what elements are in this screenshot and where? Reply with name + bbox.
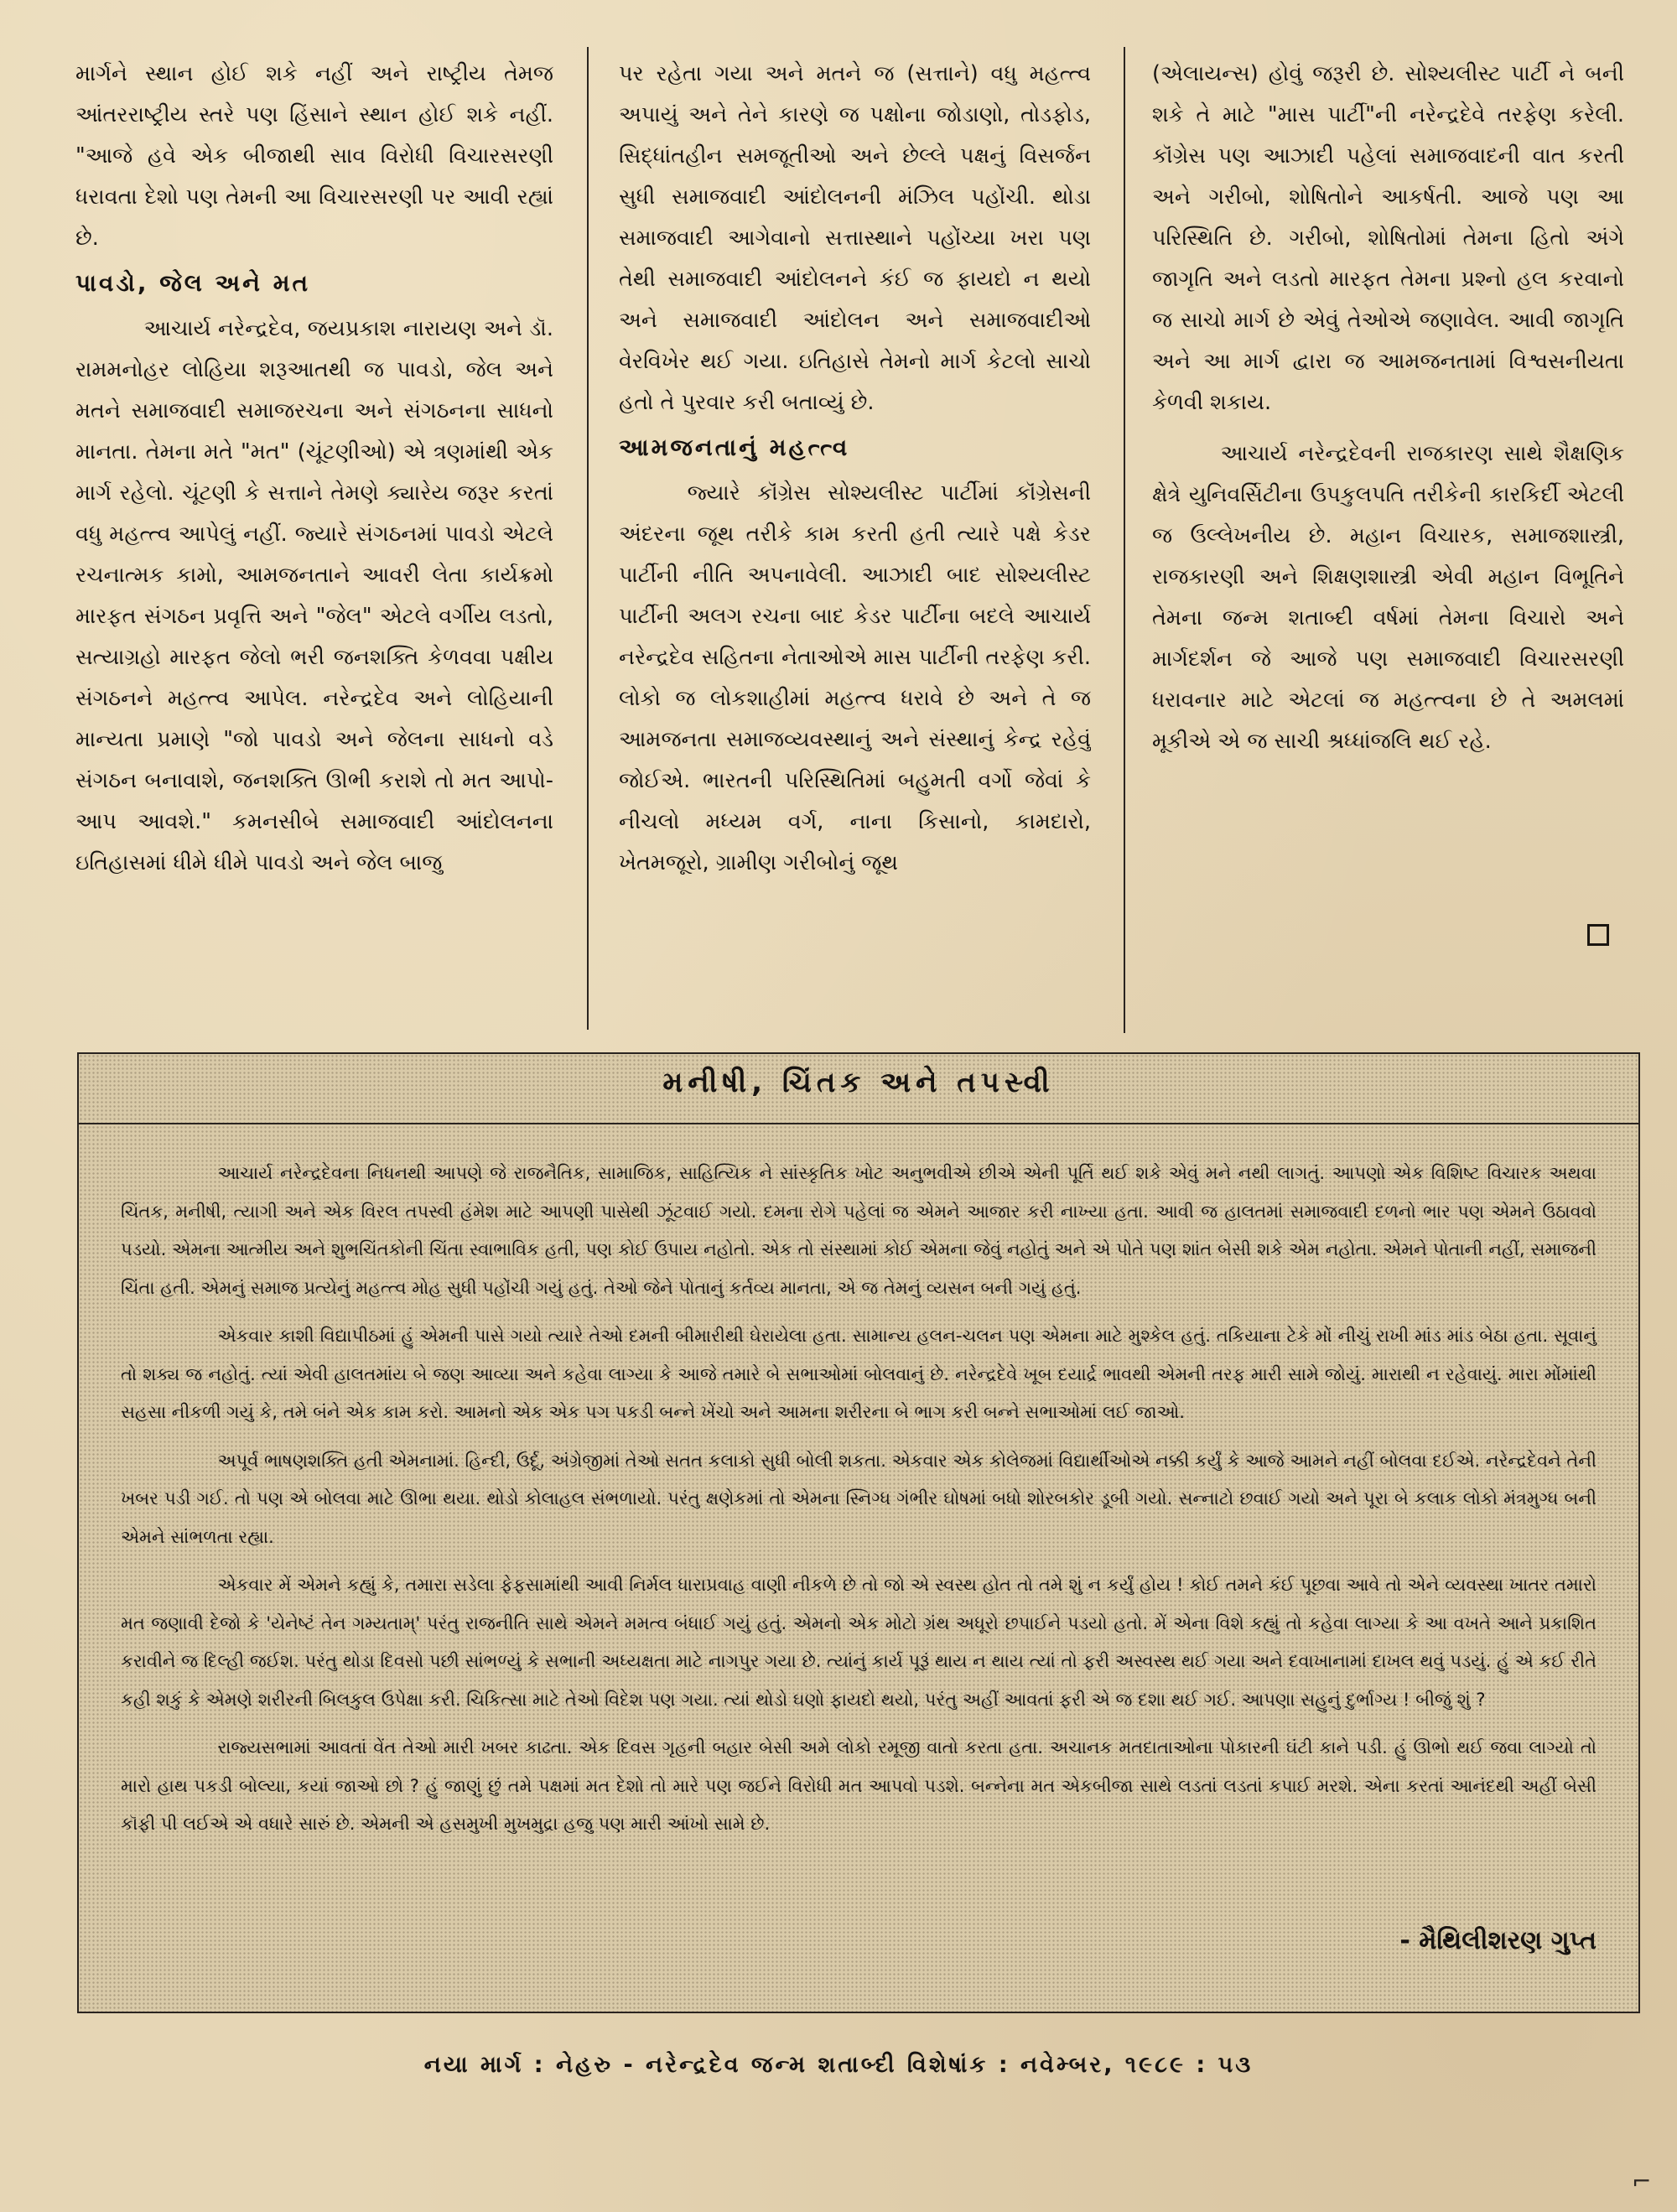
tribute-box-body xyxy=(121,1155,1597,1854)
column-3-paragraph-2: આચાર્ય નરેન્દ્રદેવની રાજકારણ સાથે શૈક્ષણિક ક્ષેત્રે યુનિવર્સિટીના ઉપકુલપતિ તરીકેની કારકિર્દી એટલી જ ઉલ્લેખનીય છે. મહાન વિચારક, સમાજશાસ્ત્રી, રાજકારણી અને શિક્ષણશાસ્ત્રી એવી મહાન વિભૂતિને તેમના જન્મ શતાબ્દી વર્ષમાં તેમના વિચારો અને માર્ગદર્શન જે આજે પણ સમાજવાદી વિચારસરણી ધરાવનાર માટે એટલાં જ મહત્ત્વના છે તે અમલમાં મૂકીએ એ જ સાચી શ્રધ્ધાંજલિ થઈ રહે. xyxy=(1152,441,1624,754)
column-2-paragraph-2: જ્યારે કૉંગ્રેસ સોશ્યલીસ્ટ પાર્ટીમાં કૉંગ્રેસની અંદરના જૂથ તરીકે કામ કરતી હતી ત્યારે પક્ષે કેડર પાર્ટીની નીતિ અપનાવેલી. આઝાદી બાદ સોશ્યલીસ્ટ પાર્ટીની અલગ રચના બાદ કેડર પાર્ટીના બદલે આચાર્ય નરેન્દ્રદેવ સહિતના નેતાઓએ માસ પાર્ટીની તરફેણ કરી. લોકો જ લોકશાહીમાં મહત્ત્વ ધરાવે છે અને તે જ આમજનતા સમાજવ્યવસ્થાનું અને સંસ્થાનું કેન્દ્ર રહેવું જોઈએ. ભારતની પરિસ્થિતિમાં બહુમતી વર્ગો જેવાં કે નીચલો મધ્યમ વર્ગ, નાના કિસાનો, કામદારો, ખેતમજૂરો, ગ્રામીણ ગરીબોનું જૂથ xyxy=(619,480,1091,875)
column-divider-1 xyxy=(587,47,589,1030)
tribute-author-signature: - મૈથિલીશરણ ગુપ્ત xyxy=(1399,1926,1597,1955)
column-divider-2 xyxy=(1124,47,1125,1033)
section-heading-importance-of-masses: આમજનતાનું મહત્ત્વ xyxy=(619,434,850,461)
section-heading-shovel-jail-vote: પાવડો, જેલ અને મત xyxy=(75,269,311,297)
page-corner-mark: ⌐ xyxy=(1632,2168,1652,2195)
column-1-paragraph-2: આચાર્ય નરેન્દ્રદેવ, જયપ્રકાશ નારાયણ અને ડૉ. રામમનોહર લોહિયા શરૂઆતથી જ પાવડો, જેલ અને મતને સમાજવાદી સમાજરચના અને સંગઠનના સાધનો માનતા. તેમના મતે "મત" (ચૂંટણીઓ) એ ત્રણમાંથી એક માર્ગ રહેલો. ચૂંટણી કે સત્તાને તેમણે ક્યારેય જરૂર કરતાં વધુ મહત્ત્વ આપેલું નહીં. જ્યારે સંગઠનમાં પાવડો એટલે રચનાત્મક કામો, આમજનતાને આવરી લેતા કાર્યક્રમો મારફત સંગઠન પ્રવૃત્તિ અને "જેલ" એટલે વર્ગીય લડતો, સત્યાગ્રહો મારફત જેલો ભરી જનશક્તિ કેળવવા પક્ષીય સંગઠનને મહત્ત્વ આપેલ. નરેન્દ્રદેવ અને લોહિયાની માન્યતા પ્રમાણે "જો પાવડો અને જેલના સાધનો વડે સંગઠન બનાવાશે, જનશક્તિ ઊભી કરાશે તો મત આપો-આપ આવશે." કમનસીબે સમાજવાદી આંદોલનના ઇતિહાસમાં ધીમે ધીમે પાવડો અને જેલ બાજુ xyxy=(75,316,553,875)
column-1-paragraph-1: માર્ગને સ્થાન હોઈ શકે નહીં અને રાષ્ટ્રીય તેમજ આંતરરાષ્ટ્રીય સ્તરે પણ હિંસાને સ્થાન હોઈ શકે નહીં. "આજે હવે એક બીજાથી સાવ વિરોધી વિચારસરણી ધરાવતા દેશો પણ તેમની આ વિચારસરણી પર આવી રહ્યાં છે. xyxy=(75,61,553,251)
tribute-paragraph-3: અપૂર્વ ભાષણશક્તિ હતી એમનામાં. હિન્દી, ઉર્દૂ, અંગ્રેજીમાં તેઓ સતત કલાકો સુધી બોલી શકતા. એકવાર એક કોલેજમાં વિદ્યાર્થીઓએ નક્કી કર્યું કે આજે આમને નહીં બોલવા દઈએ. નરેન્દ્રદેવને તેની ખબર પડી ગઈ. તો પણ એ બોલવા માટે ઊભા થયા. થોડો કોલાહલ સંભળાયો. પરંતુ ક્ષણેકમાં તો એમના સ્નિગ્ધ ગંભીર ઘોષમાં બધો શોરબકોર ડૂબી ગયો. સન્નાટો છવાઈ ગયો અને પૂરા બે કલાક લોકો મંત્રમુગ્ધ બની એમને સાંભળતા રહ્યા. xyxy=(121,1450,1597,1547)
tribute-paragraph-4: એકવાર મેં એમને કહ્યું કે, તમારા સડેલા ફેફસામાંથી આવી નિર્મલ ધારાપ્રવાહ વાણી નીકળે છે તો જો એ સ્વસ્થ હોત તો તમે શું ન કર્યું હોય ! કોઈ તમને કંઈ પૂછવા આવે તો એને વ્યવસ્થા ખાતર તમારો મત જણાવી દેજો કે 'યેનેષ્ટં તેન ગમ્યતામ્' પરંતુ રાજનીતિ સાથે એમને મમત્વ બંધાઈ ગયું હતું. એમનો એક મોટો ગ્રંથ અધૂરો છપાઈને પડયો હતો. મેં એના વિશે કહ્યું તો કહેવા લાગ્યા કે આ વખતે આને પ્રકાશિત કરાવીને જ દિલ્હી જઈશ. પરંતુ થોડા દિવસો પછી સાંભળ્યું કે સભાની અધ્યક્ષતા માટે નાગપુર ગયા છે. ત્યાંનું કાર્ય પૂરૂં થાય ન થાય ત્યાં તો ફરી અસ્વસ્થ થઈ ગયા અને દવાખાનામાં દાખલ થવું પડયું. હું એ કઈ રીતે કહી શકું કે એમણે શરીરની બિલકુલ ઉપેક્ષા કરી. ચિકિત્સા માટે તેઓ વિદેશ પણ ગયા. ત્યાં થોડો ઘણો ફાયદો થયો, પરંતુ અહીં આવતાં ફરી એ જ દશા થઈ ગઈ. આપણા સહુનું દુર્ભાગ્ય ! બીજું શું ? xyxy=(121,1575,1597,1710)
page-footer: નયા માર્ગ : નેહરુ - નરેન્દ્રદેવ જન્મ શતાબ્દી વિશેષાંક : નવેમ્બર, ૧૯૮૯ : ૫૩ xyxy=(423,2052,1254,2078)
tribute-paragraph-1: આચાર્ય નરેન્દ્રદેવના નિધનથી આપણે જે રાજનૈતિક, સામાજિક, સાહિત્યિક ને સાંસ્કૃતિક ખોટ અનુભવીએ છીએ એની પૂર્તિ થઈ શકે એવું મને નથી લાગતું. આપણો એક વિશિષ્ટ વિચારક અથવા ચિંતક, મનીષી, ત્યાગી અને એક વિરલ તપસ્વી હંમેશ માટે આપણી પાસેથી ઝૂંટવાઈ ગયો. દમના રોગે પહેલાં જ એમને આજાર કરી નાખ્યા હતા. આવી જ હાલતમાં સમાજવાદી દળનો ભાર પણ એમને ઉઠાવવો પડયો. એમના આત્મીય અને શુભચિંતકોની ચિંતા સ્વાભાવિક હતી, પણ કોઈ ઉપાય નહોતો. એક તો સંસ્થામાં કોઈ એમના જેવું નહોતું અને એ પોતે પણ શાંત બેસી શકે એમ નહોતા. એમને પોતાની નહીં, સમાજની ચિંતા હતી. એમનું સમાજ પ્રત્યેનું મહત્ત્વ મોહ સુધી પહોંચી ગયું હતું. તેઓ જેને પોતાનું કર્તવ્ય માનતા, એ જ તેમનું વ્યસન બની ગયું હતું. xyxy=(121,1163,1597,1298)
tribute-box xyxy=(77,1052,1640,2013)
column-2-paragraph-1: પર રહેતા ગયા અને મતને જ (સત્તાને) વધુ મહત્ત્વ અપાયું અને તેને કારણે જ પક્ષોના જોડાણો, તોડફોડ, સિદ્ધાંતહીન સમજૂતીઓ અને છેલ્લે પક્ષનું વિસર્જન સુધી સમાજવાદી આંદોલનની મંઝિલ પહોંચી. થોડા સમાજવાદી આગેવાનો સત્તાસ્થાને પહોંચ્યા ખરા પણ તેથી સમાજવાદી આંદોલનને કંઈ જ ફાયદો ન થયો અને સમાજવાદી આંદોલન અને સમાજવાદીઓ વેરવિખેર થઈ ગયા. ઇતિહાસે તેમનો માર્ગ કેટલો સાચો હતો તે પુરવાર કરી બતાવ્યું છે. xyxy=(619,61,1091,415)
tribute-box-title: મનીષી, ચિંતક અને તપસ્વી xyxy=(662,1066,1055,1099)
text-column-1 xyxy=(75,54,553,1026)
tribute-paragraph-2: એકવાર કાશી વિદ્યાપીઠમાં હું એમની પાસે ગયો ત્યારે તેઓ દમની બીમારીથી ઘેરાયેલા હતા. સામાન્ય હલન-ચલન પણ એમના માટે મુશ્કેલ હતું. તકિયાના ટેકે મોં નીચું રાખી માંડ માંડ બેઠા હતા. સૂવાનું તો શક્ય જ નહોતું. ત્યાં એવી હાલતમાંય બે જણ આવ્યા અને કહેવા લાગ્યા કે આજે તમારે બે સભાઓમાં બોલવાનું છે. નરેન્દ્રદેવે ખૂબ દયાર્દ્ર ભાવથી એમની તરફ મારી સામે જોયું. મારાથી ન રહેવાયું. મારા મોંમાંથી સહસા નીકળી ગયું કે, તમે બંને એક કામ કરો. આમનો એક એક પગ પકડી બન્ને ખેંચો અને આમના શરીરના બે ભાગ કરી બન્ને સભાઓમાં લઈ જાઓ. xyxy=(121,1326,1597,1422)
column-3-paragraph-1: (એલાયન્સ) હોવું જરૂરી છે. સોશ્યલીસ્ટ પાર્ટી ને બની શકે તે માટે "માસ પાર્ટી"ની નરેન્દ્રદેવે તરફેણ કરેલી. કૉંગ્રેસ પણ આઝાદી પહેલાં સમાજવાદની વાત કરતી અને ગરીબો, શોષિતોને આકર્ષતી. આજે પણ આ પરિસ્થિતિ છે. ગરીબો, શોષિતોમાં તેમના હિતો અંગે જાગૃતિ અને લડતો મારફત તેમના પ્રશ્નો હલ કરવાનો જ સાચો માર્ગ છે એવું તેઓએ જણાવેલ. આવી જાગૃતિ અને આ માર્ગ દ્વારા જ આમજનતામાં વિશ્વસનીયતા કેળવી શકાય. xyxy=(1152,61,1624,415)
tribute-box-title-divider xyxy=(79,1123,1638,1124)
text-column-3 xyxy=(1152,54,1624,1026)
square-end-mark-icon xyxy=(1587,924,1609,946)
text-column-2 xyxy=(619,54,1091,1026)
tribute-paragraph-5: રાજ્યસભામાં આવતાં વેંત તેઓ મારી ખબર કાઢતા. એક દિવસ ગૃહની બહાર બેસી અમે લોકો રમૂજી વાતો કરતા હતા. અચાનક મતદાતાઓના પોકારની ઘંટી કાને પડી. હું ઊભો થઈ જવા લાગ્યો તો મારો હાથ પકડી બોલ્યા, કયાં જાઓ છો ? હું જાણું છું તમે પક્ષમાં મત દેશો તો મારે પણ જઈને વિરોધી મત આપવો પડશે. બન્નેના મત એકબીજા સાથે લડતાં લડતાં કપાઈ મરશે. એના કરતાં આનંદથી અહીં બેસી કૉફી પી લઈએ એ વધારે સારું છે. એમની એ હસમુખી મુખમુદ્રા હજુ પણ મારી આંખો સામે છે. xyxy=(121,1737,1597,1834)
